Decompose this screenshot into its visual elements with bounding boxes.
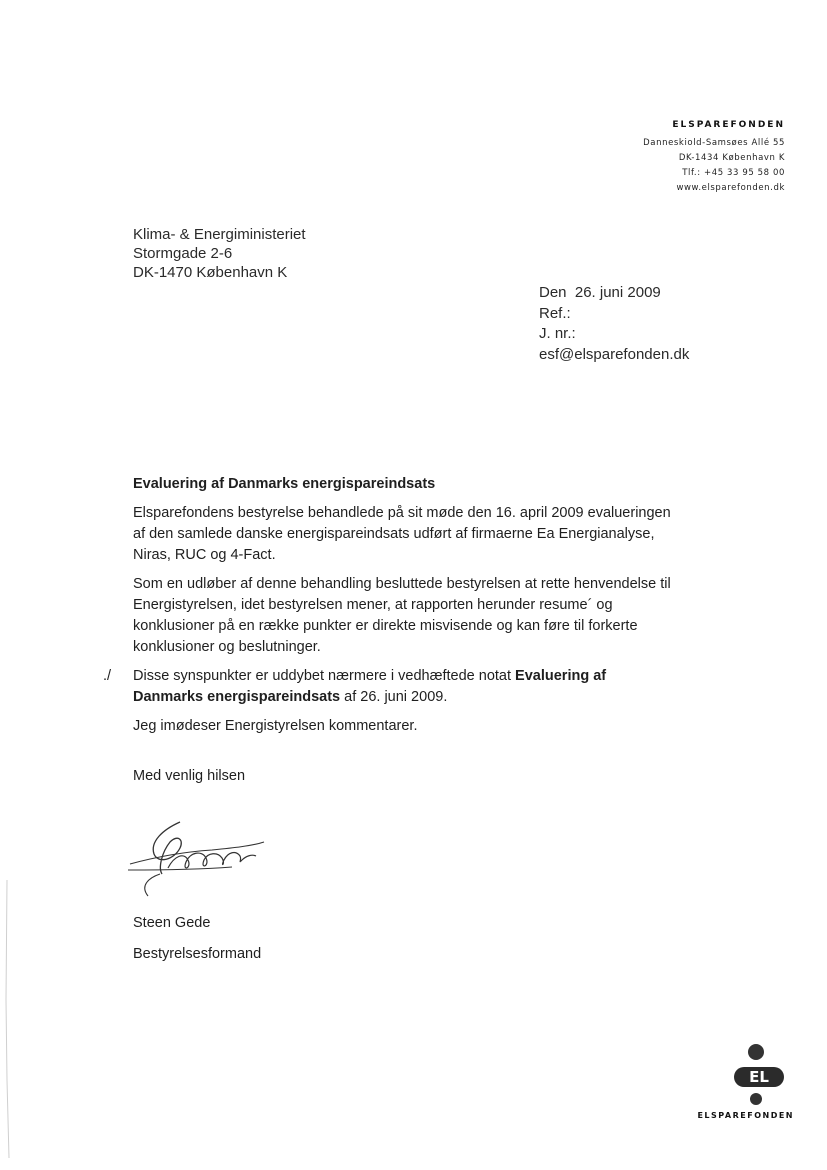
recipient-name: Klima- & Energiministeriet xyxy=(133,226,306,243)
paragraph-3-end: af 26. juni 2009. xyxy=(340,689,448,705)
paragraph-4: Jeg imødeser Energistyrelsen kommentarer. xyxy=(133,718,418,734)
letter-meta xyxy=(539,283,689,365)
letterhead xyxy=(643,120,785,196)
jnr-line: J. nr.: xyxy=(539,325,576,342)
letterhead-city: DK-1434 København K xyxy=(678,153,785,163)
paragraph-2: Som en udløber af denne behandling besluttede bestyrelsen at rette henvendelse til Energistyrelsen, idet bestyrelsen mener, at rapporten herunder resume´ og konklusioner på en række punkter er direkte misvisende og kan føre til forkerte konklusioner og beslutninger. xyxy=(133,576,671,655)
paragraph-3-bold: Evaluering af Danmarks energispareindsats xyxy=(133,668,607,705)
enclosure-margin-mark: ./ xyxy=(103,668,112,684)
paragraph-1: Elsparefondens bestyrelse behandlede på sit møde den 16. april 2009 evalueringen af den samlede danske energispareindsats udført af firmaerne Ea Energianalyse, Niras, RUC og 4-Fact. xyxy=(133,505,671,563)
paragraph-3-start: Disse synspunkter er uddybet nærmere i vedhæftede notat xyxy=(133,668,516,684)
logo-caption: ELSPAREFONDEN xyxy=(697,1111,794,1120)
letter-body xyxy=(103,474,673,745)
recipient-city: DK-1470 København K xyxy=(133,264,288,281)
recipient-address xyxy=(133,225,306,282)
letterhead-phone: Tlf.: +45 33 95 58 00 xyxy=(682,168,785,178)
signer-block xyxy=(133,908,261,970)
recipient-street: Stormgade 2-6 xyxy=(133,245,233,262)
letter-subject: Evaluering af Danmarks energispareindsats xyxy=(133,476,436,492)
letterhead-org-name: ELSPAREFONDEN xyxy=(672,120,785,130)
logo-letters: EL xyxy=(749,1068,769,1086)
signer-title: Bestyrelsesformand xyxy=(133,946,262,962)
letterhead-web: www.elsparefonden.dk xyxy=(676,183,785,193)
signer-name: Steen Gede xyxy=(133,915,211,931)
letterhead-address: Danneskiold-Samsøes Allé 55 xyxy=(643,138,785,148)
closing-line: Med venlig hilsen xyxy=(133,768,246,784)
paragraph-3 xyxy=(103,666,673,708)
date-line: Den 26. juni 2009 xyxy=(539,284,661,301)
scan-edge-mark xyxy=(4,880,10,1160)
signature-icon xyxy=(122,812,272,904)
email-line: esf@elsparefonden.dk xyxy=(539,345,690,363)
ref-line: Ref.: xyxy=(539,304,571,322)
